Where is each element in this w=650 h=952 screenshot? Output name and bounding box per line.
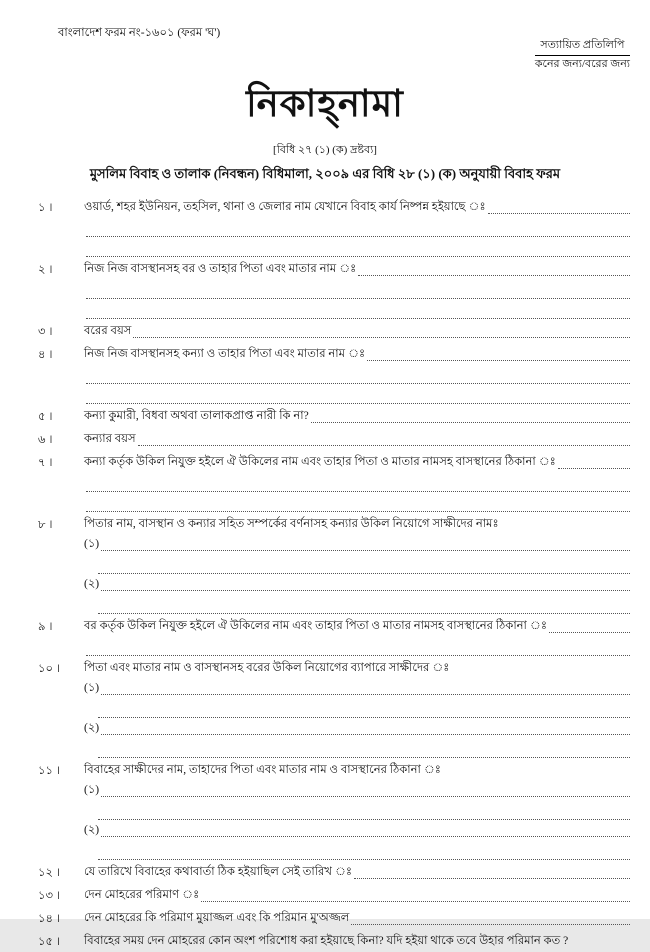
item-label: বিবাহের সাক্ষীদের নাম, তাহাদের পিতা এবং মাতার নাম ও বাসস্থানের ঠিকানা ঃ [84,763,441,776]
item-label: নিজ নিজ বাসস্থানসহ কন্যা ও তাহার পিতা এবং মাতার নাম ঃ [84,347,366,360]
item-label: বিবাহের সময় দেন মোহরের কোন অংশ পরিশোধ করা হইয়াছে কিনা? যদি হইয়া থাকে তবে উহার পরিমান কত ? [84,934,569,947]
form-item [38,617,630,656]
sub-entry [84,821,630,840]
form-item [38,863,630,883]
dotted-fill-leader [549,632,630,633]
form-item [38,515,630,614]
form-item [38,322,630,342]
dotted-fill-leader [133,337,630,338]
dotted-fill-line [98,594,630,614]
dotted-fill-leader [351,924,630,925]
item-label: বর কর্তৃক উকিল নিযুক্ত হইলে ঐ উকিলের নাম এবং তাহার পিতা ও মাতার নামসহ বাসস্থানের ঠিকানা ঃ [84,619,547,632]
item-number: ২ । [38,263,53,276]
item-number: ১ । [38,201,53,214]
dotted-fill-line [86,279,630,299]
page-header [0,24,650,72]
item-body [84,886,630,906]
item-label-line [84,453,630,472]
form-item [38,407,630,427]
item-number: ৯ । [38,620,53,633]
item-body [84,198,630,257]
dotted-fill-line [86,384,630,404]
item-label-line [84,260,630,279]
form-item [38,260,630,319]
item-number: ৬ । [38,433,53,446]
item-number: ৭ । [38,456,53,469]
item-label-line [84,659,630,678]
dotted-fill-leader [101,734,630,735]
item-number: ৮ । [38,518,53,531]
dotted-fill-leader [367,360,630,361]
dotted-fill-line [86,299,630,319]
item-label-line [84,863,630,882]
item-label: বরের বয়স [84,324,132,337]
item-label-line [84,322,630,341]
dotted-fill-line [86,237,630,257]
item-label-line [84,345,630,364]
item-label: কন্যার বয়স [84,432,136,445]
item-body [84,863,630,883]
item-number: ৪ । [38,348,53,361]
item-label-line [84,886,630,905]
dotted-fill-line [98,698,630,718]
item-number: ১২ । [38,866,60,879]
dotted-fill-leader [101,590,630,591]
item-label-line [84,515,630,534]
item-label: কন্যা কর্তৃক উকিল নিযুক্ত হইলে ঐ উকিলের নাম এবং তাহার পিতা ও মাতার নামসহ বাসস্থানের ঠিকানা ঃ [84,455,556,468]
attested-copy-block [535,39,630,72]
copy-for-label: কনের জন্য/বরের জন্য [534,57,630,70]
dotted-fill-leader [101,836,630,837]
dotted-fill-line [98,800,630,820]
item-body [84,322,630,342]
dotted-fill-line [86,472,630,492]
item-label: পিতার নাম, বাসস্থান ও কন্যার সহিত সম্পর্কের বর্ণনাসহ কন্যার উকিল নিয়োগে সাক্ষীদের নামঃ [84,517,499,530]
dotted-fill-leader [488,213,630,214]
item-label: দেন মোহরের পরিমাণ ঃ [84,888,200,901]
item-body [84,909,630,929]
attested-copy-label: সত্যায়িত প্রতিলিপি [535,39,630,56]
item-number: ১৩ । [38,889,60,902]
item-body [84,659,630,758]
page-title: নিকাহ্‌নামা [246,83,404,125]
item-body [84,617,630,656]
form-item [38,761,630,860]
form-item [38,932,630,952]
dotted-fill-leader [201,901,630,902]
form-item [38,345,630,404]
dotted-fill-leader [101,550,630,551]
sub-entry [84,781,630,800]
sub-entry-number: (২) [84,721,100,734]
sub-entry [84,679,630,698]
dotted-fill-leader [311,422,630,423]
item-number: ৩ । [38,325,53,338]
dotted-fill-line [86,217,630,237]
item-label-line [84,909,630,928]
dotted-fill-line [98,554,630,574]
item-label: ওয়ার্ড, শহর ইউনিয়ন, তহসিল, থানা ও জেলার নাম যেখানে বিবাহ কার্য নিষ্পন্ন হইয়াছে ঃ [84,200,486,213]
sub-entry [84,719,630,738]
form-item [38,886,630,906]
item-label: কন্যা কুমারী, বিধবা অথবা তালাকপ্রাপ্ত নারী কি না? [84,409,309,422]
item-number: ১৫ । [38,935,60,948]
sub-entry [84,575,630,594]
sub-entry [84,535,630,554]
dotted-fill-line [86,636,630,656]
dotted-fill-leader [101,694,630,695]
item-label: নিজ নিজ বাসস্থানসহ বর ও তাহার পিতা এবং মাতার নাম ঃ [84,262,357,275]
dotted-fill-line [98,738,630,758]
item-body [84,430,630,450]
dotted-fill-leader [138,445,630,446]
item-body [84,932,630,952]
item-number: ১৪ । [38,912,60,925]
sub-entry-number: (২) [84,577,100,590]
item-label-line [84,430,630,449]
dotted-fill-line [98,840,630,860]
dotted-fill-leader [558,468,630,469]
form-item [38,909,630,929]
dotted-fill-line [86,364,630,384]
item-label-line [84,407,630,426]
sub-entry-number: (১) [84,783,100,796]
form-subtitle: মুসলিম বিবাহ ও তালাক (নিবন্ধন) বিধিমালা, ২০০৯ এর বিধি ২৮ (১) (ক) অনুযায়ী বিবাহ ফরম [89,165,561,181]
sub-entry-number: (১) [84,681,100,694]
item-body [84,260,630,319]
form-item [38,430,630,450]
item-body [84,345,630,404]
dotted-fill-line [86,492,630,512]
form-items [0,198,650,952]
item-label-line [84,617,630,636]
item-body [84,407,630,427]
item-label: যে তারিখে বিবাহের কথাবার্তা ঠিক হইয়াছিল সেই তারিখ ঃ [84,865,353,878]
dotted-fill-leader [101,796,630,797]
item-number: ৫ । [38,410,53,423]
item-label-line [84,932,630,951]
form-item [38,198,630,257]
form-item [38,659,630,758]
item-label-line [84,761,630,780]
item-label: দেন মোহরের কি পরিমাণ মুয়াজ্জল এবং কি পরিমান মু'অজ্জল [84,911,350,924]
form-number: বাংলাদেশ ফরম নং-১৬০১ (ফরম 'ঘ') [58,27,221,39]
item-number: ১০ । [38,662,60,675]
item-label: পিতা এবং মাতার নাম ও বাসস্থানসহ বরের উকিল নিয়োগের ব্যাপারে সাক্ষীদের ঃ [84,661,450,674]
sub-entry-number: (২) [84,823,100,836]
item-body [84,453,630,512]
item-body [84,515,630,614]
item-body [84,761,630,860]
rule-reference: [বিধি ২৭ (১) (ক) দ্রষ্টব্য] [273,143,377,156]
dotted-fill-leader [354,878,630,879]
item-label-line [84,198,630,217]
item-number: ১১ । [38,764,60,777]
dotted-fill-leader [358,275,630,276]
sub-entry-number: (১) [84,537,100,550]
form-item [38,453,630,512]
